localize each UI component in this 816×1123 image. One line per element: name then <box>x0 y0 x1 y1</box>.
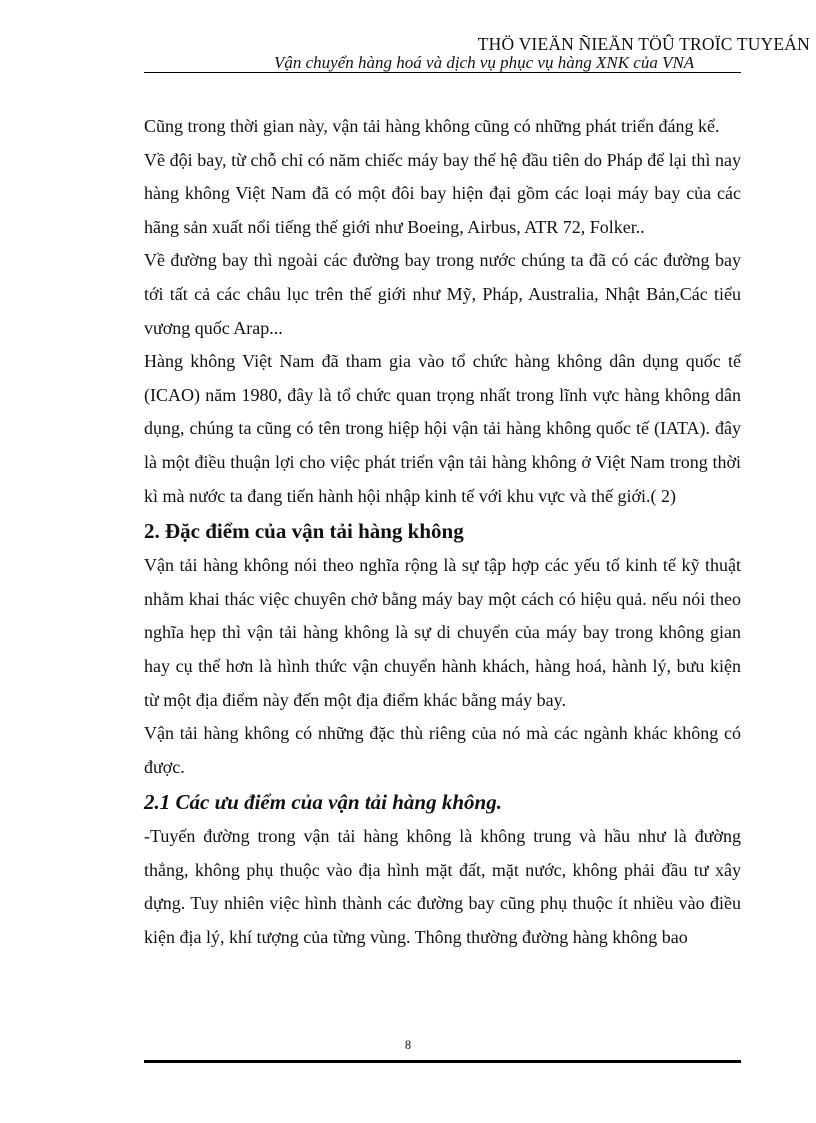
paragraph: Hàng không Việt Nam đã tham gia vào tổ chức hàng không dân dụng quốc tế (ICAO) năm 1980, đây là tổ chức quan trọng nhất trong lĩnh vực hàng không dân dụng, chúng ta cũng có tên trong hiệp hội vận tải hàng không quốc tế (IATA). đây là một điều thuận lợi cho việc phát triển vận tải hàng không ở Việt Nam trong thời kì mà nước ta đang tiến hành hội nhập kinh tế với khu vực và thế giới.( 2) <box>144 351 741 506</box>
paragraph: Về đội bay, từ chỗ chỉ có năm chiếc máy bay thế hệ đầu tiên do Pháp để lại thì nay hàng không Việt Nam đã có một đôi bay hiện đại gồm các loại máy bay của các hãng sản xuất nổi tiếng thế giới như Boeing, Airbus, ATR 72, Folker.. <box>144 149 741 237</box>
header-document-subtitle: Vận chuyển hàng hoá và dịch vụ phục vụ hàng XNK của VNA <box>274 53 695 72</box>
paragraph: Vận tải hàng không nói theo nghĩa rộng là sự tập hợp các yếu tố kinh tế kỹ thuật nhằm khai thác việc chuyên chở bằng máy bay một cách có hiệu quả. nếu nói theo nghĩa hẹp thì vận tải hàng không là sự di chuyển của máy bay trong không gian hay cụ thể hơn là hình thức vận chuyển hành khách, hàng hoá, hành lý, bưu kiện từ một địa điểm này đến một địa điểm khác bằng máy bay. <box>144 555 741 710</box>
footer-rule <box>144 1060 741 1063</box>
subsection-heading: 2.1 Các ưu điểm của vận tải hàng không. <box>144 790 502 815</box>
header-site-name: THÖ VIEÄN ÑIEÄN TÖÛ TROÏC TUYEÁN <box>477 34 810 54</box>
paragraph: Về đường bay thì ngoài các đường bay trong nước chúng ta đã có các đường bay tới tất cả các châu lục trên thế giới như Mỹ, Pháp, Australia, Nhật Bản,Các tiểu vương quốc Arap... <box>144 250 741 338</box>
paragraph: Vận tải hàng không có những đặc thù riêng của nó mà các ngành khác không có được. <box>144 723 741 777</box>
paragraph: -Tuyến đường trong vận tải hàng không là không trung và hầu như là đường thẳng, không phụ thuộc vào địa hình mặt đất, mặt nước, không phải đầu tư xây dựng. Tuy nhiên việc hình thành các đường bay cũng phụ thuộc ít nhiều vào điều kiện địa lý, khí tượng của từng vùng. Thông thường đường hàng không bao <box>144 826 741 948</box>
header-rule <box>144 72 741 73</box>
section-heading: 2. Đặc điểm của vận tải hàng không <box>144 519 464 544</box>
page-number: 8 <box>404 1038 412 1052</box>
paragraph: Cũng trong thời gian này, vận tải hàng không cũng có những phát triển đáng kể. <box>144 116 720 136</box>
page-body <box>144 110 741 955</box>
